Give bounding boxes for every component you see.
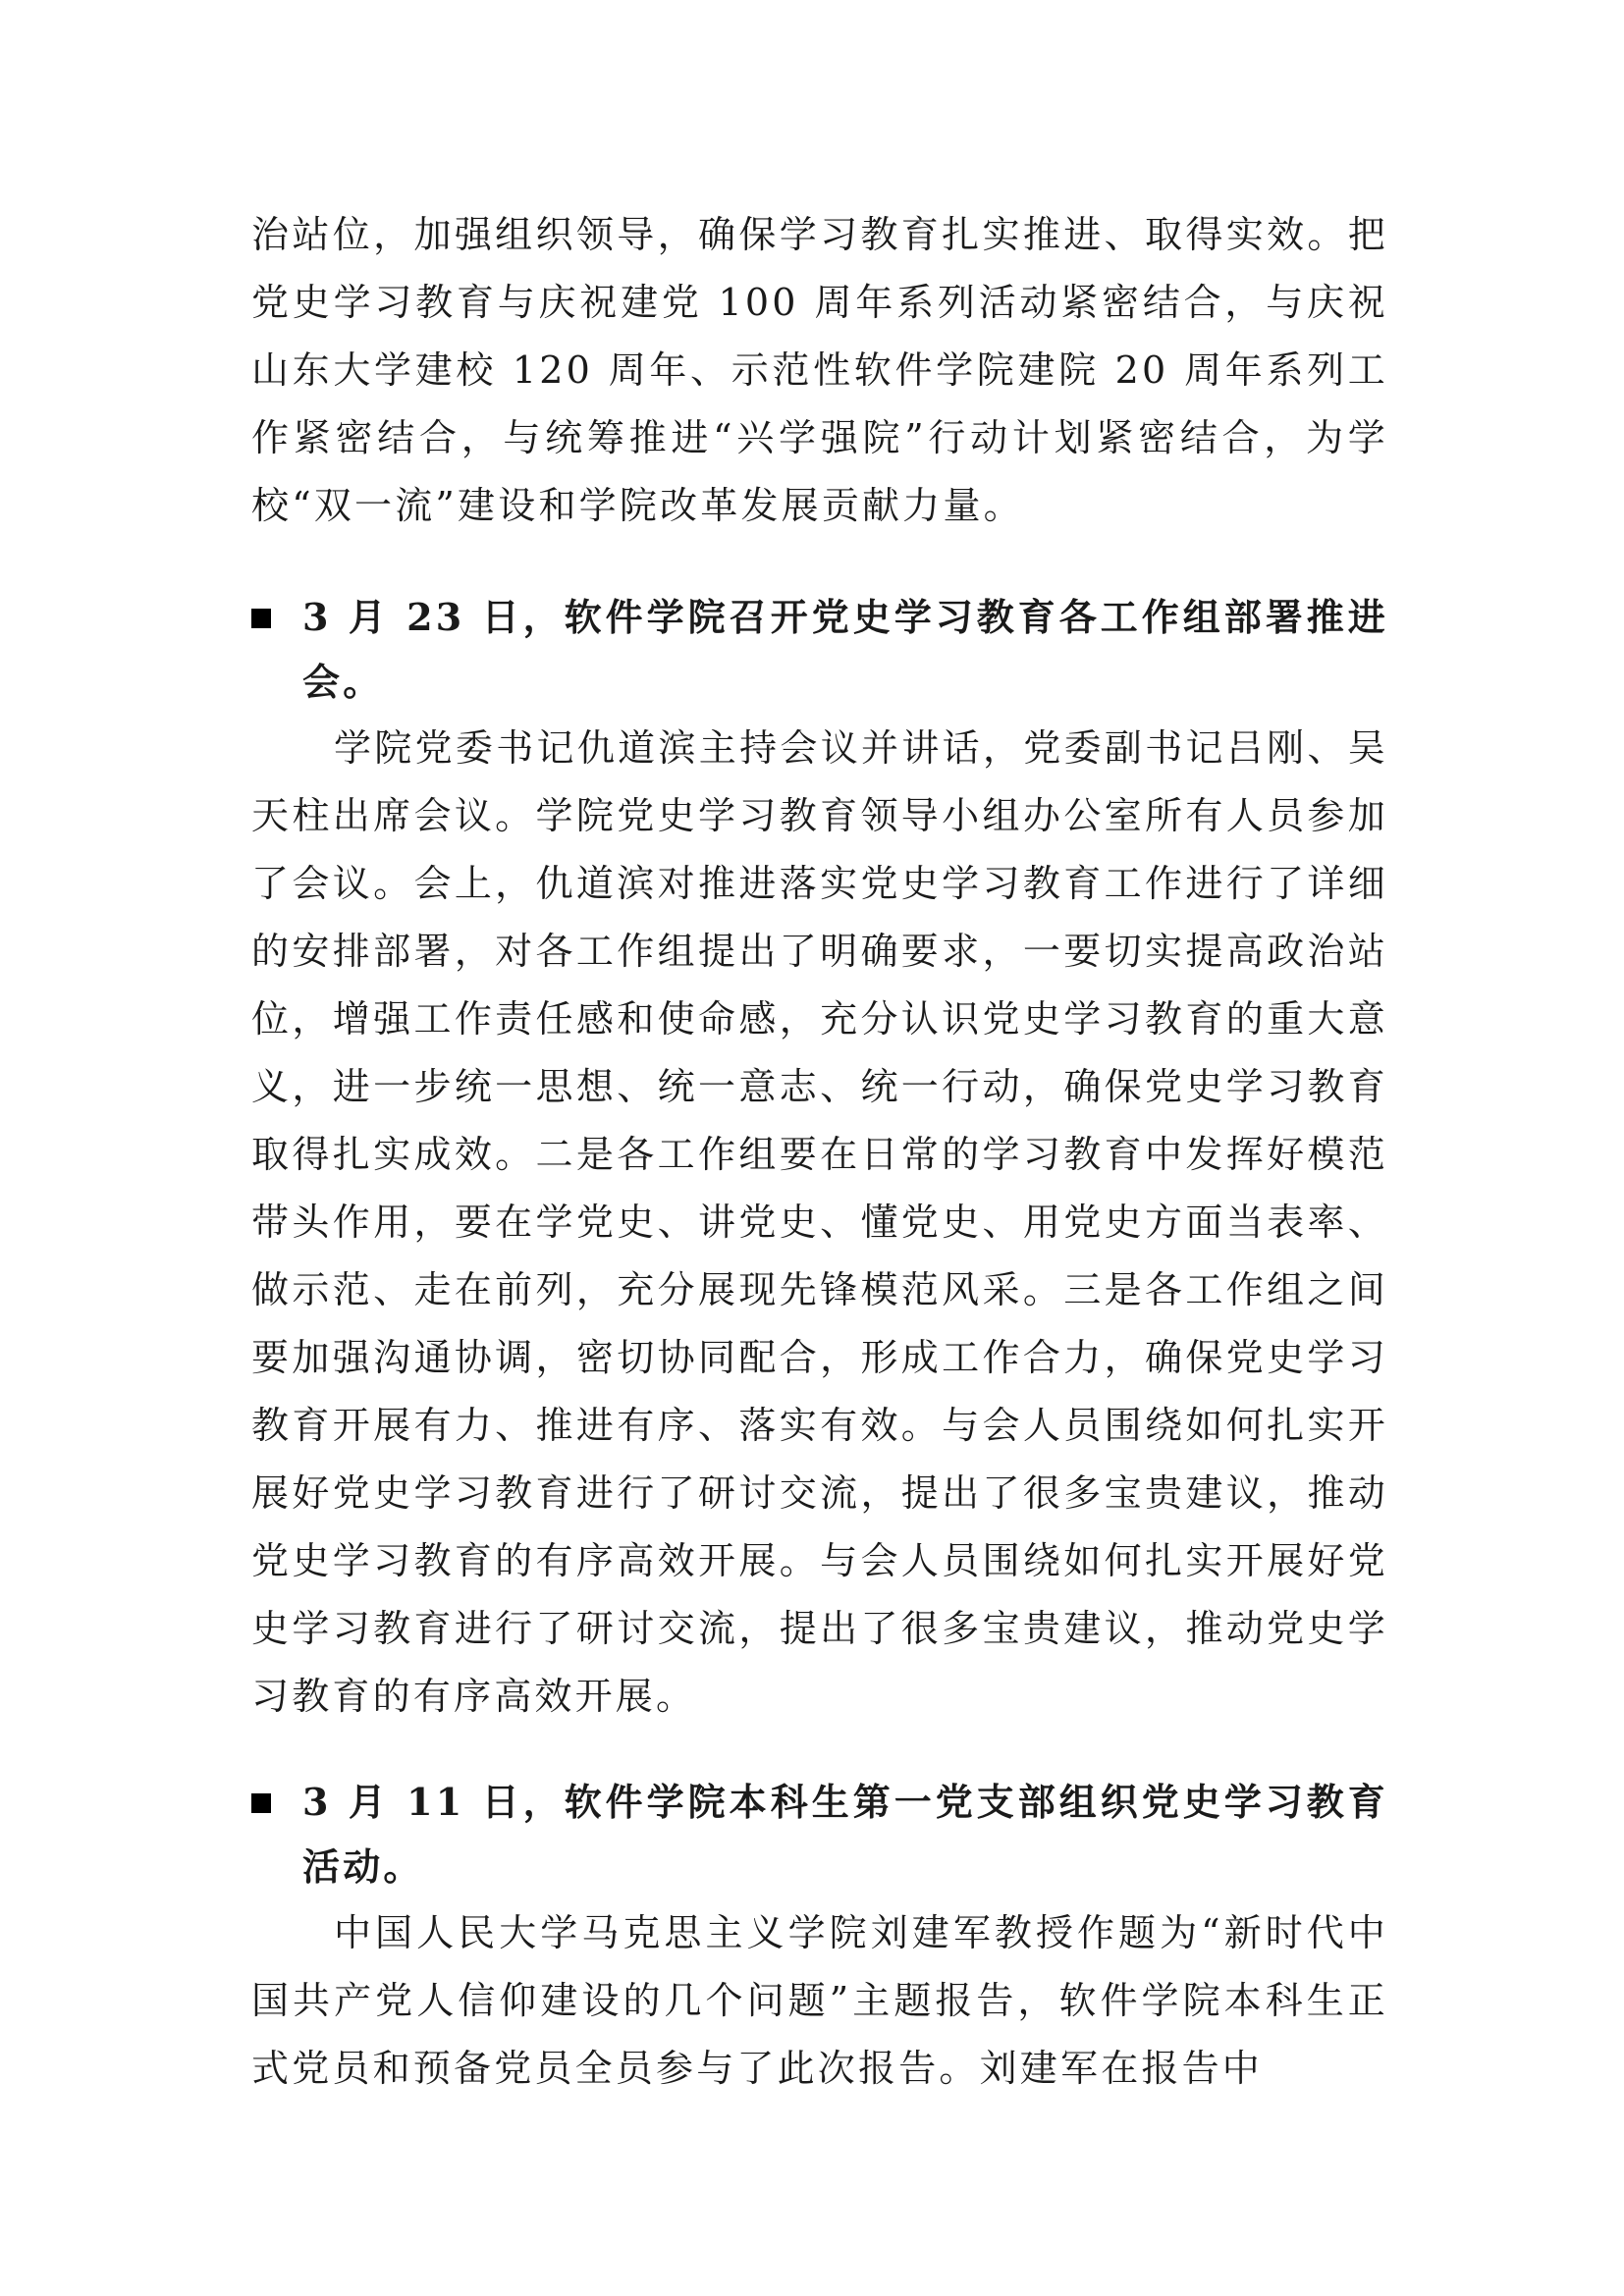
document-body — [251, 201, 1388, 2103]
section-heading-text: 3 月 23 日，软件学院召开党史学习教育各工作组部署推进会。 — [302, 595, 1388, 704]
section-body-1: 学院党委书记仇道滨主持会议并讲话，党委副书记吕刚、吴天柱出席会议。学院党史学习教育领导小组办公室所有人员参加了会议。会上，仇道滨对推进落实党史学习教育工作进行了详细的安排部署，对各工作组提出了明确要求，一要切实提高政治站位，增强工作责任感和使命感，充分认识党史学习教育的重大意义，进一步统一思想、统一意志、统一行动，确保党史学习教育取得扎实成效。二是各工作组要在日常的学习教育中发挥好模范带头作用，要在学党史、讲党史、懂党史、用党史方面当表率、做示范、走在前列，充分展现先锋模范风采。三是各工作组之间要加强沟通协调，密切协同配合，形成工作合力，确保党史学习教育开展有力、推进有序、落实有效。与会人员围绕如何扎实开展好党史学习教育进行了研讨交流，提出了很多宝贵建议，推动党史学习教育的有序高效开展。与会人员围绕如何扎实开展好党史学习教育进行了研讨交流，提出了很多宝贵建议，推动党史学习教育的有序高效开展。 — [251, 726, 1388, 1718]
square-bullet-icon — [251, 1793, 271, 1813]
section-heading-text: 3 月 11 日，软件学院本科生第一党支部组织党史学习教育活动。 — [302, 1780, 1388, 1889]
section-heading-2 — [251, 1770, 1388, 1899]
square-bullet-icon — [251, 609, 271, 628]
section-body-2: 中国人民大学马克思主义学院刘建军教授作题为“新时代中国共产党人信仰建设的几个问题”主题报告，软件学院本科生正式党员和预备党员全员参与了此次报告。刘建军在报告中 — [251, 1911, 1388, 2090]
section-heading-1 — [251, 585, 1388, 715]
intro-paragraph: 治站位，加强组织领导，确保学习教育扎实推进、取得实效。把党史学习教育与庆祝建党 100 周年系列活动紧密结合，与庆祝山东大学建校 120 周年、示范性软件学院建院 20 周年系列工作紧密结合，与统筹推进“兴学强院”行动计划紧密结合，为学校“双一流”建设和学院改革发展贡献力量。 — [251, 213, 1388, 527]
spacer — [251, 1731, 1388, 1770]
spacer — [251, 540, 1388, 585]
